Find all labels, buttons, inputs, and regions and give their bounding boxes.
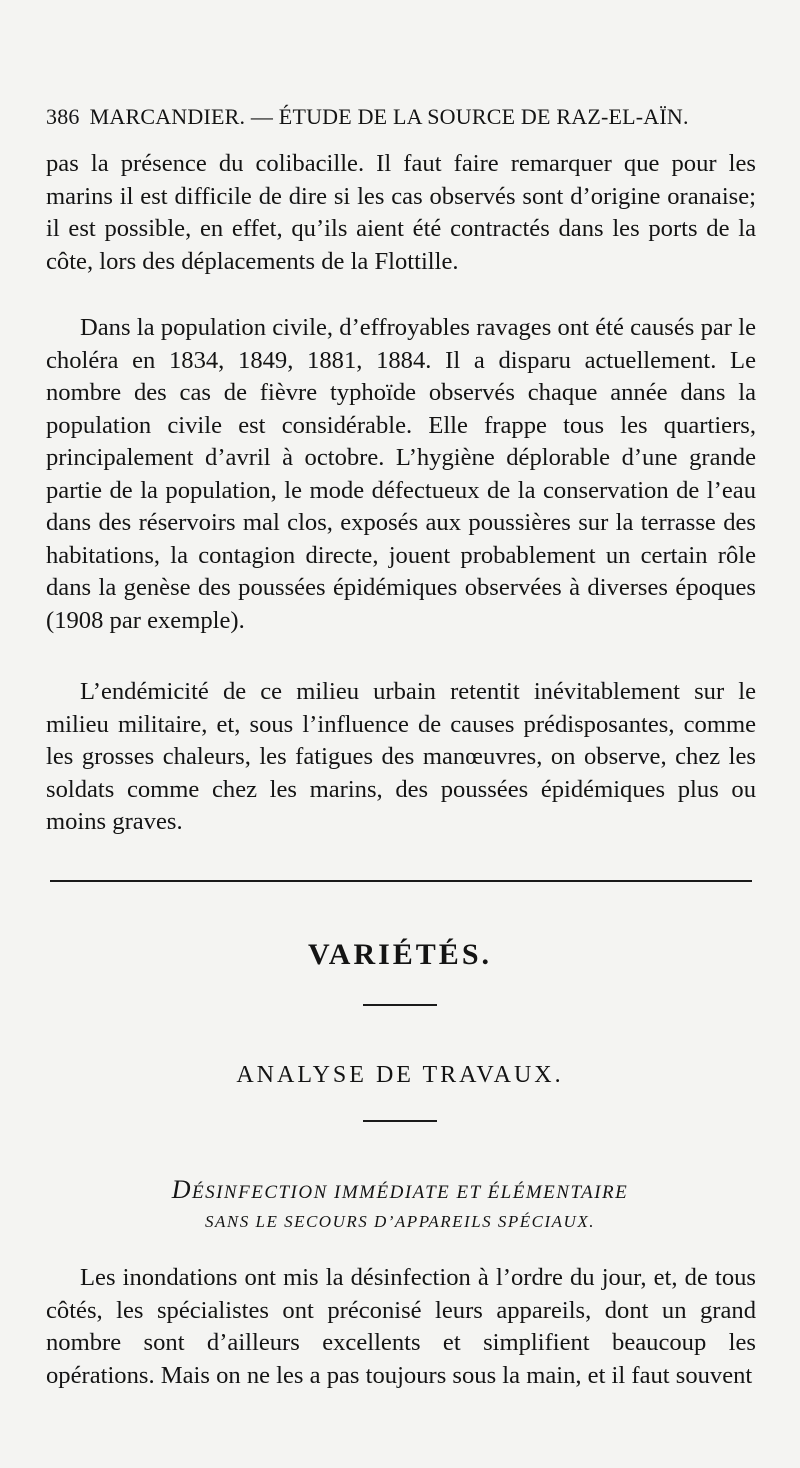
section-divider: [50, 880, 752, 882]
body-paragraph-3: L’endémicité de ce milieu urbain retentit inévitablement sur le milieu militaire, et, sous l’influence de causes prédisposantes, comme les grosses chaleurs, les fatigues des manœuvres, on observe, chez les soldats comme chez les marins, des poussées épidémiques plus ou moins graves.: [46, 678, 756, 835]
body-paragraph-1: pas la présence du colibacille. Il faut faire remarquer que pour les marins il est difficile de dire si les cas observés sont d’origine oranaise; il est possible, en effet, qu’ils aient été contractés dans les ports de la côte, lors des déplacements de la Flottille.: [46, 150, 756, 275]
article-title-line-1: [0, 1175, 800, 1205]
article-title-initial: D: [171, 1175, 192, 1204]
running-header: [46, 104, 758, 130]
section-title: VARIÉTÉS.: [307, 938, 493, 971]
body-paragraph-2: Dans la population civile, d’effroyables ravages ont été causés par le choléra en 1834, 1849, 1881, 1884. Il a disparu actuellement. Le nombre des cas de fièvre typhoïde observés chaque année dans la population civile est considérable. Elle frappe tous les quartiers, principalement d’avril à octobre. L’hygiène déplorable d’une grande partie de la population, le mode défectueux de la conservation de l’eau dans des réservoirs mal clos, exposés aux poussières sur la terrasse des habitations, la contagion directe, jouent probablement un certain rôle dans la genèse des poussées épidémiques observées à diverses époques (1908 par exemple).: [46, 314, 756, 634]
page-number: 386: [46, 104, 80, 129]
short-rule-2: [363, 1120, 437, 1122]
short-rule-1: [363, 1004, 437, 1006]
running-title: MARCANDIER. — ÉTUDE DE LA SOURCE DE RAZ-EL-AÏN.: [89, 104, 689, 129]
section-subtitle: ANALYSE DE TRAVAUX.: [236, 1062, 564, 1088]
article-title-line-2: SANS LE SECOURS D’APPAREILS SPÉCIAUX.: [205, 1212, 595, 1231]
article-title-rest: ÉSINFECTION IMMÉDIATE ET ÉLÉMENTAIRE: [192, 1182, 629, 1203]
article-paragraph-1: Les inondations ont mis la désinfection à l’ordre du jour, et, de tous côtés, les spécialistes ont préconisé leurs appareils, dont un grand nombre sont d’ailleurs excellents et simplifient beaucoup les opérations. Mais on ne les a pas toujours sous la main, et il faut souvent: [46, 1264, 756, 1389]
